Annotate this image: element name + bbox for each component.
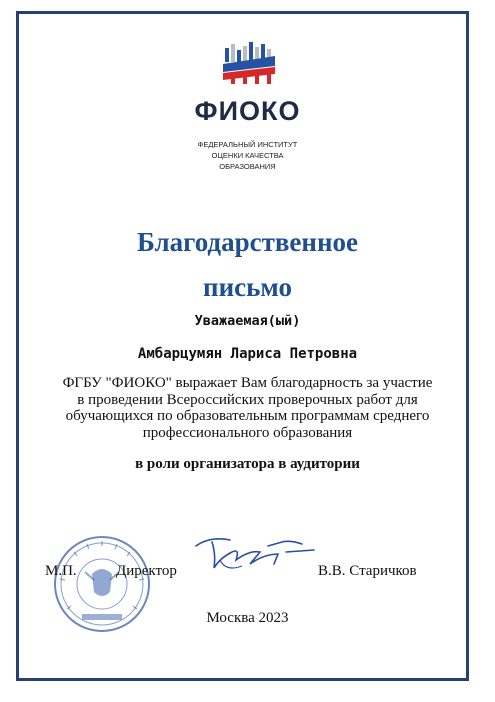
gratitude-line: профессионального образования [142, 424, 353, 441]
recipient-name: Амбарцумян Лариса Петровна [137, 346, 358, 362]
brand-subtitle-line: ОЦЕНКИ КАЧЕСТВА [211, 151, 284, 160]
city-year: Москва 2023 [206, 610, 289, 626]
gratitude-text [50, 375, 445, 441]
title-line-2: письмо [203, 272, 292, 302]
gratitude-line: обучающихся по образовательным программам среднего [65, 408, 430, 424]
gratitude-line: ФГБУ "ФИОКО" выражает Вам благодарность за участие [62, 375, 433, 391]
brand-subtitle [0, 139, 495, 172]
brand-name: ФИОКО [194, 96, 301, 126]
stamp-place-label: М.П. [45, 563, 77, 579]
brand-subtitle-line: ОБРАЗОВАНИЯ [219, 162, 276, 171]
director-label: Директор [116, 563, 177, 579]
salutation: Уважаемая(ый) [194, 313, 301, 329]
signer-name: В.В. Старичков [318, 563, 417, 579]
brand-subtitle-line: ФЕДЕРАЛЬНЫЙ ИНСТИТУТ [197, 140, 298, 149]
signature-icon [190, 528, 320, 578]
title-line-1: Благодарственное [136, 227, 359, 257]
role-line: в роли организатора в аудитории [135, 456, 360, 472]
gratitude-line: в проведении Всероссийских проверочных работ для [77, 391, 418, 408]
fioko-logo-icon [221, 42, 277, 84]
